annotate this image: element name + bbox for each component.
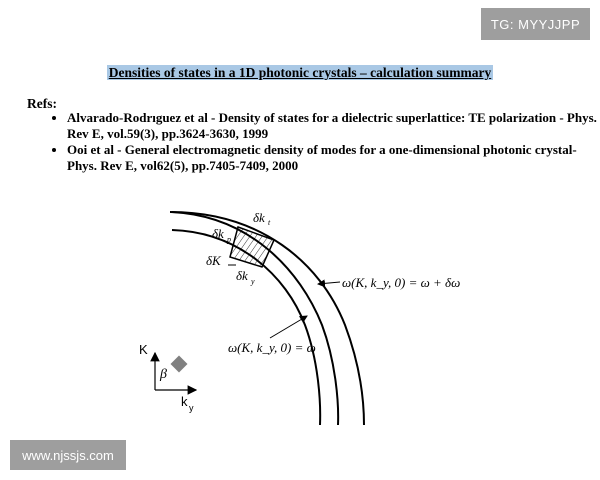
label-dK: δK [206, 253, 221, 268]
hatched-cell [230, 227, 274, 267]
svg-text:t: t [268, 218, 271, 227]
label-dk-left [212, 226, 231, 244]
title-text: Densities of states in a 1D photonic crystals – calculation summary [108, 65, 492, 80]
svg-text:y: y [189, 403, 194, 413]
label-dk-top [253, 210, 271, 227]
svg-text:y: y [251, 277, 255, 286]
axis-ky-label [181, 394, 194, 413]
inner-curve-arrow [270, 316, 307, 338]
ref-item: • Ooi et al - General electromagnetic density of modes for a one-dimensional photonic crystal- Phys. Rev E, vol62(5), pp.7405-7409, 2000 [67, 142, 600, 174]
refs-label: Refs: [27, 96, 57, 111]
watermark-top: TG: MYYJJPP [481, 8, 590, 40]
svg-text:δk: δk [253, 210, 265, 225]
outer-curve-label: ω(K, k_y, 0) = ω + δω [342, 275, 461, 290]
svg-text:δk: δk [212, 226, 224, 241]
direction-marker [171, 356, 188, 373]
angle-beta: β [160, 367, 167, 382]
svg-text:p: p [227, 235, 231, 244]
watermark-bottom: www.njssjs.com [10, 440, 126, 470]
inner-curve-label: ω(K, k_y, 0) = ω [228, 340, 316, 355]
ref-item: • Alvarado-Rodrıguez et al - Density of states for a dielectric superlattice: TE polarization - Phys. Rev E, vol.59(3), pp.3624-3630, 1999 [67, 110, 600, 142]
svg-text:k: k [181, 394, 188, 409]
axis-K-label: K [139, 342, 148, 357]
svg-text:δk: δk [236, 268, 248, 283]
label-dky [236, 268, 255, 286]
